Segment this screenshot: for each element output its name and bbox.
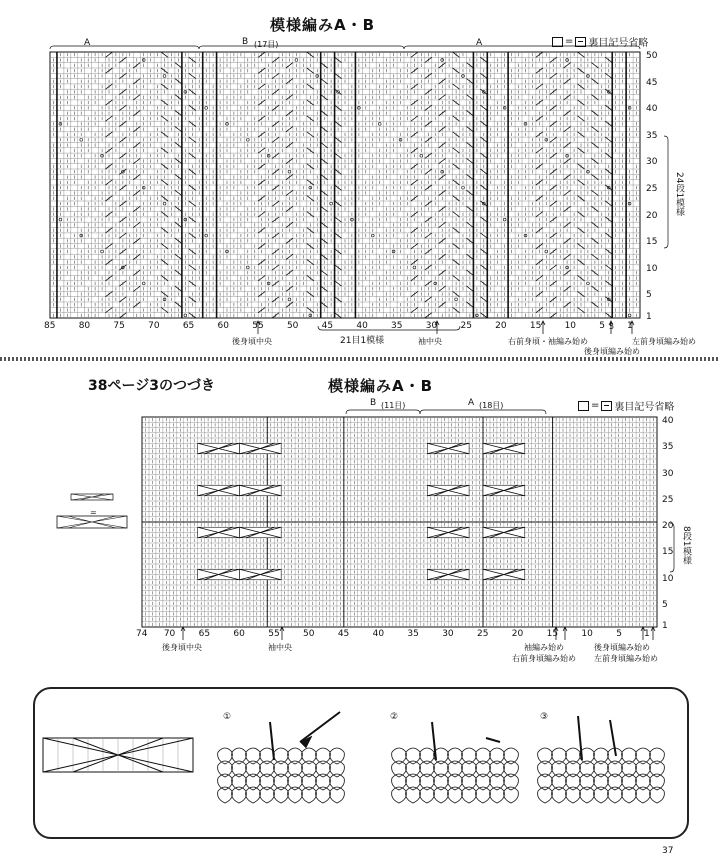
- chart1-x-tick: 30: [425, 321, 438, 331]
- chart2-y-tick: 40: [662, 416, 674, 426]
- chart2-y-tick: 1: [662, 620, 668, 631]
- chart1-front-right: 右前身頃・袖編み始め: [508, 337, 588, 346]
- chart1-x-tick: 50: [286, 321, 299, 331]
- chart1-bottom-repeat: 21目1模様: [340, 336, 385, 346]
- chart2-x-tick: 45: [337, 629, 350, 639]
- section-b-count: (17目): [254, 40, 279, 49]
- chart2-section-a-count: (18目): [479, 401, 504, 410]
- chart1-y-tick: 10: [646, 263, 658, 274]
- chart2-x-tick: 50: [303, 629, 315, 639]
- chart2-x-tick: 55: [268, 629, 280, 639]
- chart1-x-tick: 45: [321, 321, 334, 331]
- step-2-label: ②: [390, 712, 399, 722]
- chart2-section-a: A: [468, 398, 475, 408]
- chart1-x-tick: 70: [148, 321, 160, 331]
- chart1-sleeve-center: 袖中央: [418, 337, 442, 346]
- chart2-x-tick: 60: [233, 629, 245, 639]
- chart2-x-tick: 65: [198, 629, 211, 639]
- chart2-x-tick: 5: [616, 629, 622, 639]
- needle-icon: [578, 716, 616, 760]
- chart2-section-b: B: [370, 398, 377, 408]
- chart1-front-left: 左前身頃編み始め: [632, 337, 696, 346]
- chart2-x-tick: 40: [372, 629, 385, 639]
- chart2-front-left: 左前身頃編み始め: [594, 654, 658, 663]
- chart1-y-tick: 15: [646, 237, 658, 248]
- chart1-title: 模様編みA・B: [270, 16, 376, 34]
- legend-text: 裏目記号省略: [614, 402, 675, 413]
- step-2-stitches: [392, 748, 519, 803]
- chart2-x-tick: 20: [511, 629, 524, 639]
- chart2-y-tick: 30: [662, 468, 674, 479]
- chart2-y-tick: 10: [662, 573, 674, 584]
- chart1-x-tick: 60: [217, 321, 229, 331]
- section-a-right: A: [476, 38, 483, 48]
- chart1-y-tick: 5: [646, 290, 652, 301]
- chart1-x-tick: 35: [391, 321, 403, 331]
- step-1-stitches: [218, 748, 345, 803]
- section-a-left: A: [84, 38, 91, 48]
- chart1-y-tick: 45: [646, 77, 658, 88]
- chart1-x-tick: 1: [627, 321, 633, 331]
- page-number: 37: [662, 846, 674, 856]
- chart1-x-tick: 65: [182, 321, 195, 331]
- chart2-y-tick: 35: [662, 442, 674, 453]
- cable-equivalence: =: [90, 508, 97, 517]
- chart1-x-tick: 25: [460, 321, 472, 331]
- chart1-y-tick: 50: [646, 51, 658, 61]
- chart2-x-tick: 70: [163, 629, 176, 639]
- step-3-label: ③: [540, 712, 549, 722]
- chart1-x-tick: 80: [78, 321, 91, 331]
- chart2-x-tick: 15: [546, 629, 559, 639]
- chart1-x-tick: 10: [564, 321, 577, 331]
- chart2-y-tick: 5: [662, 599, 668, 610]
- chart2-y-tick: 15: [662, 547, 674, 558]
- chart2-x-tick: 25: [477, 629, 489, 639]
- chart1-x-tick: 75: [113, 321, 125, 331]
- continuation-note: 38ページ3のつづき: [88, 378, 215, 394]
- chart1-x-tick: 20: [495, 321, 507, 331]
- step-1-label: ①: [223, 712, 232, 722]
- chart2-x-tick: 74: [136, 629, 148, 639]
- chart2-sleeve-start: 袖編み始め: [524, 643, 564, 652]
- chart2-x-tick: 30: [442, 629, 454, 639]
- chart1-y-tick: 1: [646, 311, 652, 322]
- chart2-y-tick: 20: [662, 521, 674, 531]
- step-3-stitches: [538, 748, 665, 803]
- chart2-x-tick: 1: [644, 629, 650, 639]
- legend-eq: =: [591, 400, 600, 411]
- section-b: B: [242, 37, 249, 47]
- chart2-x-tick: 10: [581, 629, 593, 639]
- legend-text: 裏目記号省略: [588, 38, 649, 49]
- chart2-section-b-count: (11目): [381, 401, 406, 410]
- chart1-x-tick: 40: [356, 321, 368, 331]
- chart1-back-start: 後身頃編み始め: [584, 347, 640, 356]
- chart2-front-right: 右前身頃編み始め: [512, 654, 576, 663]
- chart1-x-tick: 5: [599, 321, 606, 331]
- chart1-back-center: 後身頃中央: [232, 337, 272, 346]
- chart1-repeat-label: 24段1模様: [674, 172, 684, 217]
- chart1-y-tick: 40: [646, 104, 658, 115]
- chart2-back-center: 後身頃中央: [162, 643, 202, 652]
- chart2-sleeve-center: 袖中央: [268, 643, 292, 652]
- chart1-x-tick: 85: [44, 321, 56, 331]
- chart2-title: 模様編みA・B: [328, 377, 434, 395]
- chart1-y-tick: 20: [646, 210, 658, 221]
- chart1-y-tick: 30: [646, 157, 658, 168]
- chart1-x-tick: 15: [529, 321, 542, 331]
- chart1-x-tick: 55: [252, 321, 264, 331]
- chart1-y-tick: 25: [646, 184, 658, 194]
- chart1-five-label: 5: [609, 322, 615, 331]
- chart2-y-tick: 25: [662, 494, 674, 505]
- legend-eq: =: [565, 36, 574, 47]
- chart1-y-tick: 35: [646, 130, 658, 141]
- chart2-back-start: 後身頃編み始め: [594, 643, 650, 652]
- chart2-x-tick: 35: [407, 629, 419, 639]
- chart2-repeat-label: 8段1模様: [681, 526, 691, 565]
